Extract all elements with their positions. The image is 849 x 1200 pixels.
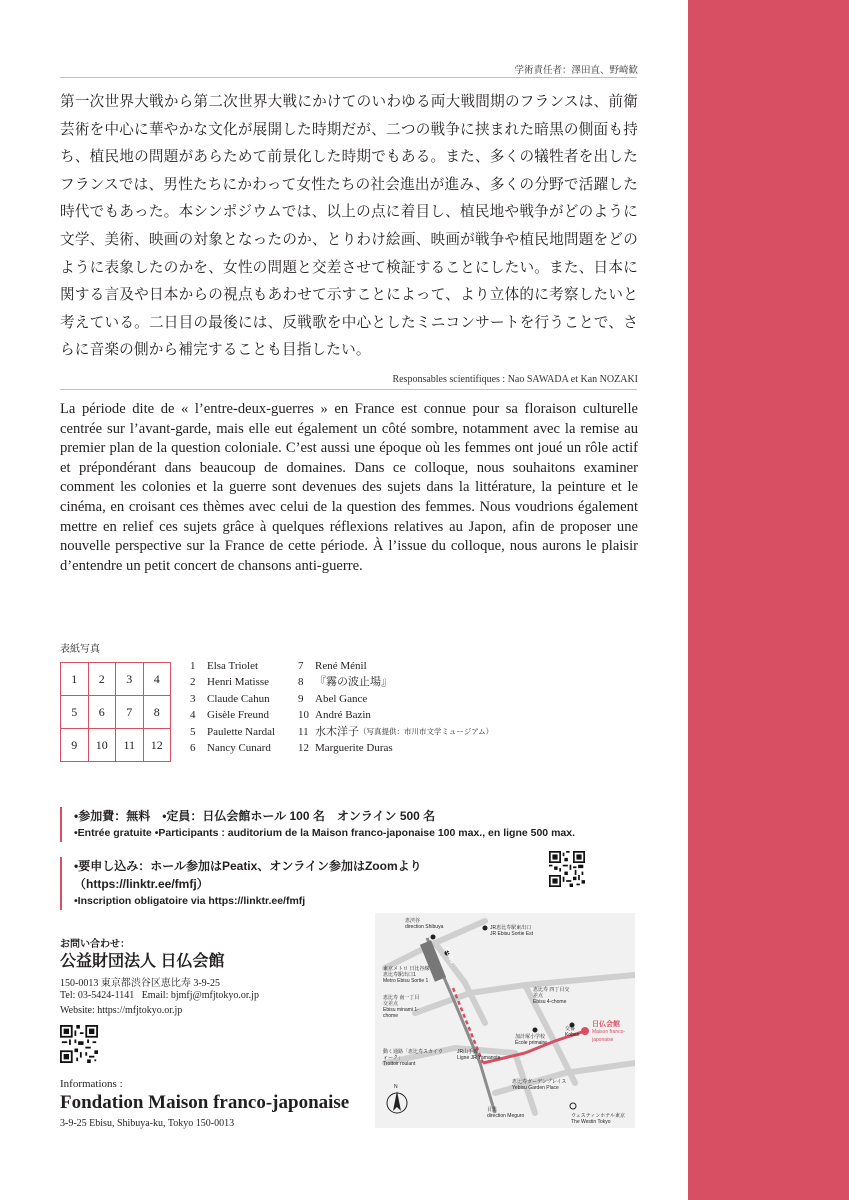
compass-north-icon: N [394,1084,398,1090]
list-item: 11 水木洋子 （写真提供：市川市文学ミュージアム） [298,725,494,738]
map-label-metro: 東京メトロ 日比谷線 恵比寿駅出口1 Metro Ebisu Sortie 1 [383,966,430,984]
list-item: 3 Claude Cahun [190,692,270,705]
grid-cell: 3 [116,663,144,696]
french-description: La période dite de « l’entre-deux-guerres » en France est connue pour sa floraison culturelle centrée sur l’avant-garde, mais elle eut également un côté sombre, notamment avec la remise au premier plan de la question coloniale. C’est aussi une époque où les femmes ont joué un rôle actif et prépondérant dans beaucoup de domaines. Dans ce colloque, nous souhaitons examiner comment les colonies et la guerre sont devenues des sujets dans la littérature, la peinture et le cinéma, en croisant ces thèmes avec celui de la question des femmes. Nous voudrions également mettre en relief ces sujets grâce à quelques réflexions relatives au Japon, afin de proposer une nouvelle perspective sur la France de cette période. À l’issue du colloque, nous aurons le plaisir d’entendre un petit concert de chansons anti-guerre. [60,401,638,574]
admission-info-fr: •Entrée gratuite •Participants : auditorium de la Maison franco-japonaise 100 max., en ligne 500 max. [74,827,576,839]
list-item: 10 André Bazin [298,709,371,722]
informations-label: Informations : [60,1078,123,1090]
cover-photo-grid [60,662,171,762]
grid-cell: 5 [61,696,89,729]
map-label-school: 加計塚小学校 École primaire [515,1034,547,1046]
contact-label: お問い合わせ： [60,939,130,950]
map-label-walkway: 動く通路「恵比寿スカイウォーク」 Trottoir roulant [383,1049,443,1067]
list-item: 8 『霧の波止場』 [298,676,392,689]
contact-email[interactable]: Email: bjmfj@mfjtokyo.or.jp [141,990,259,1001]
contact-organization-jp: 公益財団法人 日仏会館 [60,953,225,970]
admission-info [60,807,614,842]
access-map [375,913,635,1128]
admission-info-jp: •参加費：無料 •定員：日仏会館ホール 100 名 オンライン 500 名 [74,809,436,823]
grid-cell: 7 [116,696,144,729]
grid-cell: 8 [143,696,171,729]
map-label-meguro: 目黒 direction Meguro [487,1107,525,1119]
list-item: 12 Marguerite Duras [298,742,393,755]
informations-organization: Fondation Maison franco-japonaise [60,1092,350,1113]
photo-credits-left [190,658,275,756]
contact-website[interactable]: Website: https://mfjtokyo.or.jp [60,1005,183,1016]
grid-cell: 4 [143,663,171,696]
contact-tel-email [60,990,259,1001]
cover-photo-label: 表紙写真 [60,644,100,655]
decorative-side-band [688,0,849,1200]
grid-cell: 6 [88,696,116,729]
list-item: 2 Henri Matisse [190,676,270,689]
academic-credit-fr: Responsables scientifiques : Nao SAWADA et Kan NOZAKI [392,374,638,385]
map-label-ebisu: Ebisu [443,947,456,965]
list-item: 6 Nancy Cunard [190,742,271,755]
registration-info [60,857,544,910]
academic-credit-jp: 学術責任者：澤田直、野崎歓 [514,65,638,76]
list-item: 5 Paulette Nardal [190,725,276,738]
map-label-yamanote: JR山手線 Ligne JR Yamanote [457,1049,501,1061]
grid-cell: 9 [61,729,89,762]
map-label-garden: 恵比寿ガーデンプレイス Yebisu Garden Place [512,1079,567,1091]
qr-code-icon[interactable] [549,851,585,887]
divider [60,77,637,78]
grid-cell: 11 [116,729,144,762]
contact-tel: Tel: 03-5424-1141 [60,990,135,1001]
grid-cell: 12 [143,729,171,762]
registration-info-fr: •Inscription obligatoire via https://linktr.ee/fmfj [74,895,306,907]
contact-address: 150-0013 東京都渋谷区恵比寿 3-9-25 [60,978,220,989]
map-label-mfj: 日仏会館 Maison franco-japonaise [592,1021,626,1043]
map-label-kouban: 交番 Koban [565,1026,580,1038]
grid-cell: 2 [88,663,116,696]
list-item: 7 René Ménil [298,660,367,672]
divider [60,389,637,390]
list-item: 9 Abel Gance [298,692,368,705]
informations-address: 3-9-25 Ebisu, Shibuya-ku, Tokyo 150-0013 [60,1118,235,1129]
grid-cell: 1 [61,663,89,696]
list-item: 1 Elsa Triolet [190,660,259,672]
photo-credits-right [298,658,493,756]
japanese-description: 第一次世界大戦から第二次世界大戦にかけてのいわゆる両大戦間期のフランスは、前衛芸術を中心に華やかな文化が展開した時期だが、二つの戦争に挟まれた暗黒の側面も持ち、植民地の問題があらためて前景化した時期でもある。また、多くの犠牲者を出したフランスでは、男性たちにかわって女性たちの社会進出が進み、多くの分野で活躍した時代でもあった。本シンポジウムでは、以上の点に着目し、植民地や戦争がどのように文学、美術、映画の対象となったのか、とりわけ絵画、映画が戦争や植民地問題をどのように表象したのかを、女性の問題と交差させて検証することにしたい。また、日本に関する言及や日本からの視点もあわせて示すことによって、より立体的に考察したいと考えている。二日目の最後には、反戦歌を中心としたミニコンサートを行うことで、さらに音楽の側から補完することも目指したい。 [60,93,638,359]
grid-cell: 10 [88,729,116,762]
registration-info-jp: •要申し込み：ホール参加はPeatix、オンライン参加はZoomより（https://linktr.ee/fmfj） [74,859,422,891]
qr-code-icon[interactable] [60,1025,98,1063]
map-label-westin: ウェスティンホテル東京 The Westin Tokyo [571,1113,626,1125]
map-label-4chome: 恵比寿 四丁目交差点 Ebisu 4-chome [533,987,570,1005]
map-label-shibuya: 恵渋谷 direction Shibuya [405,918,444,930]
map-label-jr-exit: JR恵比寿駅東出口 JR Ebisu Sortie Est [490,925,534,937]
list-item: 4 Gisèle Freund [190,709,270,722]
map-label-minami1: 恵比寿 南一丁目 交差点 Ebisu minami 1-chome [383,995,420,1019]
